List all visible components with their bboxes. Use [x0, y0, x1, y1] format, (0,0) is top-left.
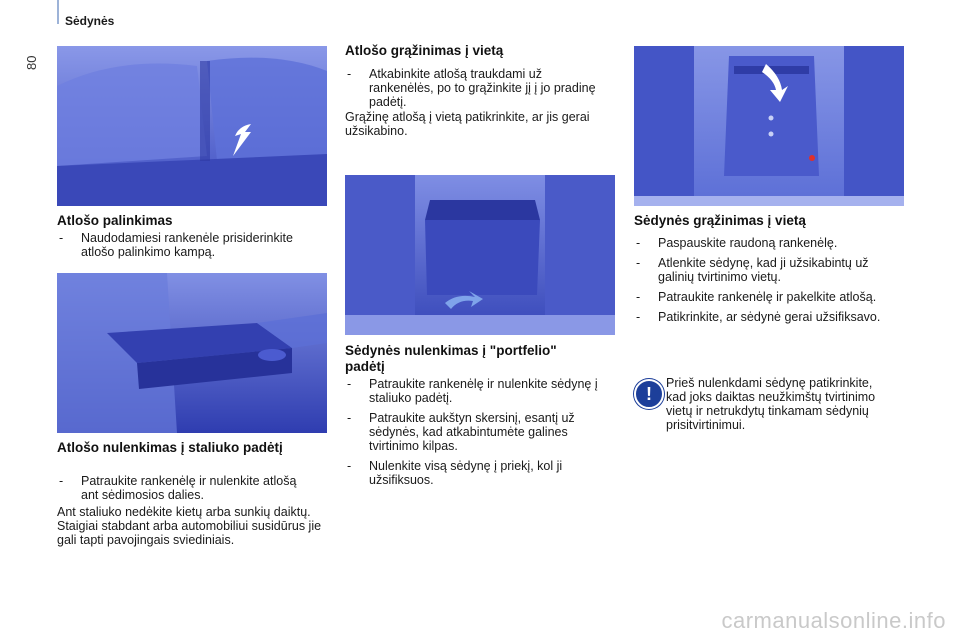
list-item: - Atlenkite sėdynę, kad ji užsikabintų už galinių tvirtinimo vietų.: [634, 256, 899, 284]
list-item: - Paspauskite raudoną rankenėlę.: [634, 236, 899, 250]
illustration-table-position: [57, 273, 327, 433]
list-item: - Patraukite aukštyn skersinį, esantį už sėdynės, kad atkabintumėte galines tvirtinimo kilpas.: [345, 411, 615, 453]
list-item: - Nulenkite visą sėdynę į priekį, kol ji užsifiksuos.: [345, 459, 615, 487]
heading-seat-return: Sėdynės grąžinimas į vietą: [634, 213, 806, 228]
watermark: carmanualsonline.info: [721, 608, 946, 633]
red-handle-marker: [809, 155, 815, 161]
warning-text: Prieš nulenkdami sėdynę patikrinkite, kad joks daiktas neužkimštų tvirtinimo vietų ir netrukdytų tinkamam sėdynių prisitvirtinimui.: [666, 376, 876, 432]
heading-table-position: Atlošo nulenkimas į staliuko padėtį: [57, 440, 283, 455]
list-item: - Patikrinkite, ar sėdynė gerai užsifiksavo.: [634, 310, 899, 324]
illustration-backrest-recline: [57, 46, 327, 206]
heading-backrest-return: Atlošo grąžinimas į vietą: [345, 43, 504, 58]
steps-backrest-recline: [57, 231, 317, 265]
list-item: - Atkabinkite atlošą traukdami už rankenėlės, po to grąžinkite jį į jo pradinę padėtį.: [345, 67, 610, 109]
list-item: - Naudodamiesi rankenėle prisiderinkite atlošo palinkimo kampą.: [57, 231, 317, 259]
note-table-warning: Ant staliuko nedėkite kietų arba sunkių daiktų. Staigiai stabdant arba automobiliui susidūrus jie gali tapti pavojingais sviediniais.: [57, 505, 322, 547]
steps-seat-return: [634, 236, 899, 330]
page-number: 80: [24, 55, 39, 70]
heading-portfolio-position: Sėdynės nulenkimas į "portfelio" padėtį: [345, 343, 557, 374]
exclamation-icon: !: [634, 379, 664, 409]
steps-table-position: [57, 474, 317, 508]
list-item: - Patraukite rankenėlę ir nulenkite sėdynę į staliuko padėtį.: [345, 377, 615, 405]
header-accent-line: [57, 0, 59, 24]
steps-portfolio-position: [345, 377, 615, 493]
illustration-portfolio-position: [345, 175, 615, 335]
note-backrest-return: Grąžinę atlošą į vietą patikrinkite, ar jis gerai užsikabino.: [345, 110, 590, 138]
section-title: Sėdynės: [65, 14, 115, 28]
illustration-seat-return: [634, 46, 904, 206]
steps-backrest-return: [345, 67, 610, 115]
list-item: - Patraukite rankenėlę ir pakelkite atlošą.: [634, 290, 899, 304]
heading-backrest-recline: Atlošo palinkimas: [57, 213, 173, 228]
list-item: - Patraukite rankenėlę ir nulenkite atlošą ant sėdimosios dalies.: [57, 474, 317, 502]
